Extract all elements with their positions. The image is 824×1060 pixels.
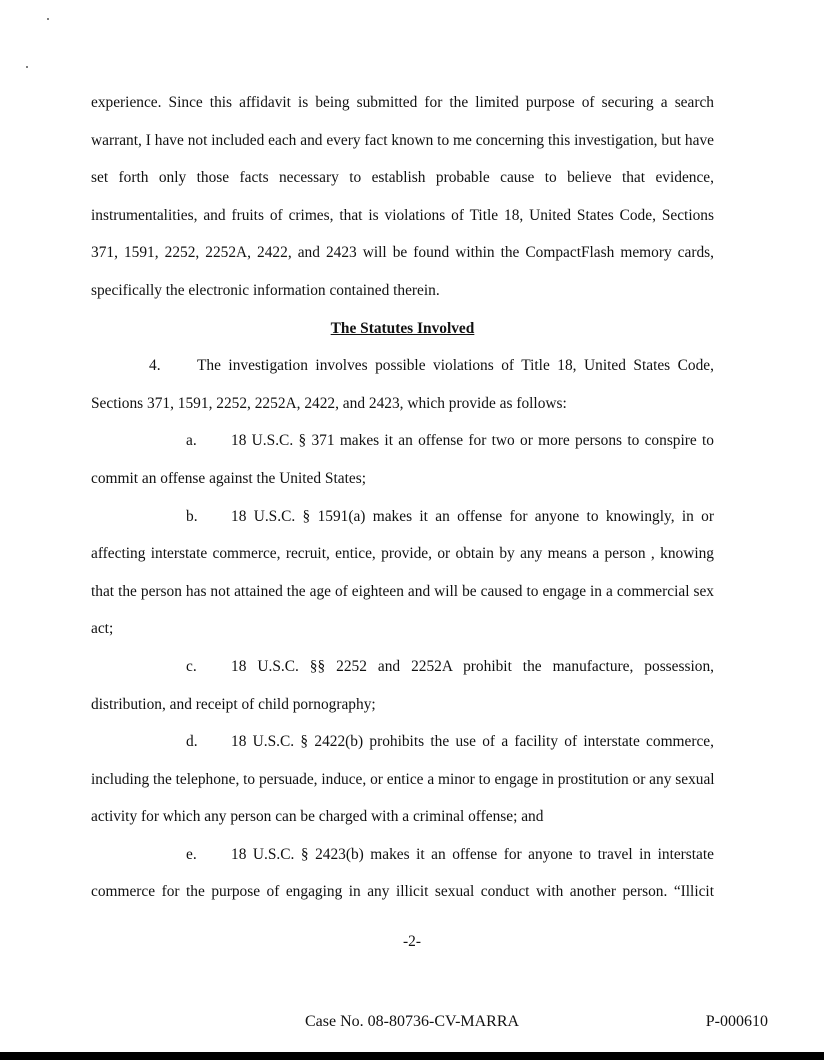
scan-speck (47, 18, 49, 20)
body-line: experience. Since this affidavit is being submitted for the limited purpose of securing a search (91, 94, 714, 111)
list-item-a (91, 422, 714, 460)
document-body (91, 84, 714, 911)
list-marker: a. (186, 432, 197, 450)
list-marker: b. (186, 507, 198, 525)
list-item-d (91, 723, 714, 761)
list-item-text: 18 U.S.C. § 1591(a) makes it an offense for anyone to knowingly, in or (231, 507, 714, 525)
list-item-text: 18 U.S.C. § 2422(b) prohibits the use of a facility of interstate commerce, (231, 733, 714, 751)
list-item-text: 18 U.S.C. § 371 makes it an offense for two or more persons to conspire to (231, 432, 714, 450)
list-item-c-line: distribution, and receipt of child pornography; (91, 695, 376, 713)
list-marker: e. (186, 845, 197, 863)
scan-speck (26, 66, 28, 68)
list-item-e (91, 836, 714, 874)
scan-border (0, 1052, 824, 1060)
list-item-text: 18 U.S.C. § 2423(b) makes it an offense for anyone to travel in interstate (231, 845, 714, 863)
bates-number: P-000610 (705, 1013, 768, 1030)
paragraph-4-line (91, 347, 714, 385)
list-item-text: 18 U.S.C. §§ 2252 and 2252A prohibit the manufacture, possession, (231, 657, 714, 675)
list-item-a-line: commit an offense against the United States; (91, 469, 366, 487)
page-number: -2- (403, 933, 421, 950)
case-number: Case No. 08-80736-CV-MARRA (305, 1013, 520, 1030)
body-line: 371, 1591, 2252, 2252A, 2422, and 2423 will be found within the CompactFlash memory cards, (91, 244, 714, 262)
body-line: set forth only those facts necessary to establish probable cause to believe that evidence, (91, 169, 714, 187)
list-item-b-line: that the person has not attained the age of eighteen and will be caused to engage in a commercial sex (91, 582, 714, 600)
list-item-c (91, 648, 714, 686)
list-marker: d. (186, 733, 198, 751)
list-item-e-line: commerce for the purpose of engaging in any illicit sexual conduct with another person. “Illicit (91, 883, 714, 901)
list-item-b-line: affecting interstate commerce, recruit, entice, provide, or obtain by any means a person , knowing (91, 545, 714, 563)
paragraph-4-line: Sections 371, 1591, 2252, 2252A, 2422, and 2423, which provide as follows: (91, 394, 567, 412)
list-marker: c. (186, 657, 197, 675)
paragraph-text: The investigation involves possible violations of Title 18, United States Code, (197, 357, 714, 375)
list-item-d-line: including the telephone, to persuade, induce, or entice a minor to engage in prostitution or any sexual (91, 770, 715, 788)
body-line: instrumentalities, and fruits of crimes, that is violations of Title 18, United States Code, Sections (91, 206, 714, 224)
list-item-b (91, 498, 714, 536)
paragraph-marker: 4. (149, 357, 161, 375)
body-line: warrant, I have not included each and every fact known to me concerning this investigation, but have (91, 131, 714, 149)
list-item-d-line: activity for which any person can be charged with a criminal offense; and (91, 808, 544, 826)
list-item-b-line: act; (91, 620, 114, 638)
section-heading: The Statutes Involved (330, 319, 475, 337)
body-line: specifically the electronic information contained therein. (91, 281, 440, 299)
